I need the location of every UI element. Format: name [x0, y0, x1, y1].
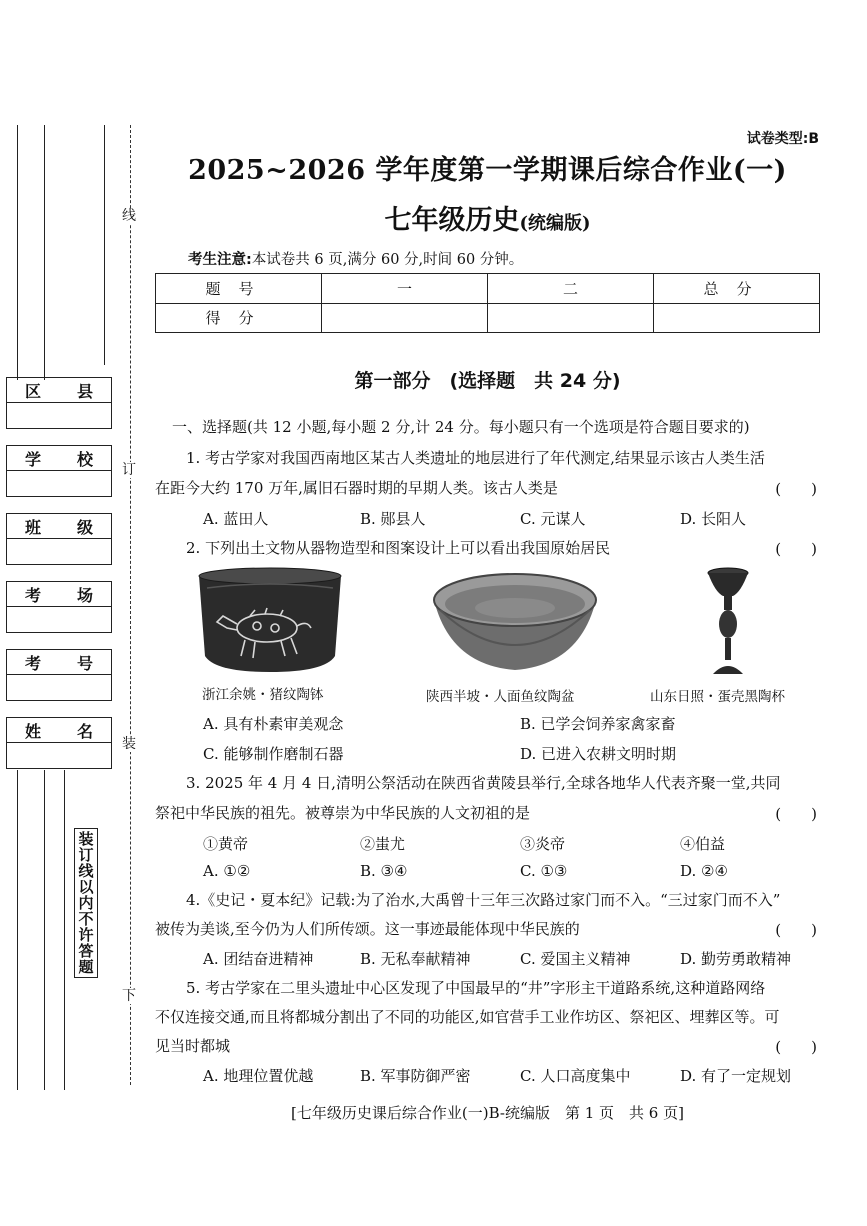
- binding-line: [44, 125, 45, 380]
- q3-option-b[interactable]: B. ③④: [360, 862, 408, 880]
- field-label: 区: [25, 381, 42, 401]
- q3-item-3: ③炎帝: [520, 835, 566, 853]
- q3-line1: 3. 2025 年 4 月 4 日,清明公祭活动在陕西省黄陵县举行,全球各地华人代表齐聚一堂,共同: [186, 774, 781, 792]
- notice-label: 考生注意:: [188, 252, 252, 268]
- score-cell: 二: [488, 274, 654, 304]
- binding-mark-ding: 订: [122, 462, 136, 478]
- score-cell: 总分: [654, 274, 820, 304]
- q5-option-c[interactable]: C. 人口高度集中: [520, 1067, 631, 1085]
- q2-option-a[interactable]: A. 具有朴素审美观念: [203, 715, 344, 733]
- q5-line2: 不仅连接交通,而且将都城分割出了不同的功能区,如官营手工业作坊区、祭祀区、埋葬区等。可: [155, 1008, 780, 1026]
- artifact-caption-3: 山东日照・蛋壳黑陶杯: [650, 689, 785, 705]
- q5-answer-blank[interactable]: ( ): [775, 1038, 817, 1056]
- exam-notice: [188, 248, 523, 269]
- cut-line: [130, 125, 131, 1085]
- field-label: 考: [25, 653, 42, 673]
- fish-face-basin-image: [430, 570, 600, 675]
- field-label: 县: [76, 381, 93, 401]
- section-intro: 一、选择题(共 12 小题,每小题 2 分,计 24 分。每小题只有一个选项是符合题目要求的): [172, 418, 750, 436]
- q4-line1: 4.《史记・夏本纪》记载:为了治水,大禹曾十三年三次路过家门而不入。“三过家门而不入”: [186, 891, 781, 909]
- q1-option-b[interactable]: B. 郧县人: [360, 510, 426, 528]
- page-subtitle: [155, 198, 820, 237]
- q4-answer-blank[interactable]: ( ): [775, 921, 817, 939]
- field-label: 班: [25, 517, 42, 537]
- q2-option-c[interactable]: C. 能够制作磨制石器: [203, 745, 344, 763]
- q2-option-b[interactable]: B. 已学会饲养家禽家畜: [520, 715, 676, 733]
- q2-option-d[interactable]: D. 已进入农耕文明时期: [520, 745, 677, 763]
- q3-option-a[interactable]: A. ①②: [203, 862, 251, 880]
- field-district[interactable]: [6, 377, 112, 429]
- q1-line2: 在距今大约 170 万年,属旧石器时期的早期人类。该古人类是: [155, 479, 558, 497]
- binding-line: [44, 770, 45, 1090]
- q4-option-c[interactable]: C. 爱国主义精神: [520, 950, 631, 968]
- score-input[interactable]: [488, 303, 654, 333]
- q1-option-d[interactable]: D. 长阳人: [680, 510, 747, 528]
- field-label: 姓: [25, 721, 42, 741]
- score-table: [155, 273, 820, 333]
- q5-line1: 5. 考古学家在二里头遗址中心区发现了中国最早的“井”字形主干道路系统,这种道路网络: [186, 979, 766, 997]
- score-header-row: [156, 274, 820, 304]
- binding-mark-zhuang: 装: [122, 736, 136, 752]
- q5-option-a[interactable]: A. 地理位置优越: [203, 1067, 314, 1085]
- score-cell: 得分: [156, 303, 322, 333]
- binding-mark-xian: 线: [122, 208, 136, 224]
- q2-line1: 2. 下列出土文物从器物造型和图案设计上可以看出我国原始居民: [186, 539, 611, 557]
- binding-note: 装订线以内不许答题: [74, 828, 98, 978]
- q1-option-a[interactable]: A. 蓝田人: [203, 510, 269, 528]
- notice-text: 本试卷共 6 页,满分 60 分,时间 60 分钟。: [251, 252, 524, 268]
- q3-line2: 祭祀中华民族的祖先。被尊崇为中华民族的人文初祖的是: [155, 804, 531, 822]
- binding-mark-xia: 下: [122, 988, 136, 1004]
- q3-item-2: ②蚩尤: [360, 835, 406, 853]
- paper-type: 试卷类型:B: [746, 131, 819, 147]
- field-label: 考: [25, 585, 42, 605]
- score-input[interactable]: [654, 303, 820, 333]
- q5-line3: 见当时都城: [155, 1037, 231, 1055]
- binding-strip: [0, 0, 148, 1226]
- score-cell: 题号: [156, 274, 322, 304]
- field-label: 名: [76, 721, 93, 741]
- field-exam-number[interactable]: [6, 649, 112, 701]
- q5-option-b[interactable]: B. 军事防御严密: [360, 1067, 471, 1085]
- subtitle-main: 七年级历史: [384, 205, 520, 236]
- eggshell-black-cup-image: [703, 566, 753, 678]
- q3-item-4: ④伯益: [680, 835, 726, 853]
- field-label: 号: [76, 653, 93, 673]
- q3-item-1: ①黄帝: [203, 835, 249, 853]
- q3-answer-blank[interactable]: ( ): [775, 805, 817, 823]
- binding-line: [17, 125, 18, 380]
- score-value-row: [156, 303, 820, 333]
- page-title: 2025~2026 学年度第一学期课后综合作业(一): [188, 155, 787, 186]
- field-school[interactable]: [6, 445, 112, 497]
- q2-answer-blank[interactable]: ( ): [775, 540, 817, 558]
- q4-line2: 被传为美谈,至今仍为人们所传颂。这一事迹最能体现中华民族的: [155, 920, 580, 938]
- q4-option-b[interactable]: B. 无私奉献精神: [360, 950, 471, 968]
- score-cell: 一: [322, 274, 488, 304]
- subtitle-edition: (统编版): [519, 213, 591, 234]
- part-title: 第一部分 (选择题 共 24 分): [354, 370, 621, 392]
- q1-option-c[interactable]: C. 元谋人: [520, 510, 586, 528]
- q5-option-d[interactable]: D. 有了一定规划: [680, 1067, 792, 1085]
- field-exam-room[interactable]: [6, 581, 112, 633]
- q3-option-d[interactable]: D. ②④: [680, 862, 728, 880]
- field-label: 场: [76, 585, 93, 605]
- page-footer: [七年级历史课后综合作业(一)B-统编版 第 1 页 共 6 页]: [291, 1104, 684, 1122]
- field-label: 校: [76, 449, 93, 469]
- field-name[interactable]: [6, 717, 112, 769]
- binding-line: [64, 770, 65, 1090]
- field-label: 级: [76, 517, 93, 537]
- score-input[interactable]: [322, 303, 488, 333]
- artifact-caption-1: 浙江余姚・猪纹陶钵: [202, 687, 324, 703]
- field-class[interactable]: [6, 513, 112, 565]
- binding-line: [17, 770, 18, 1090]
- field-label: 学: [25, 449, 42, 469]
- q4-option-a[interactable]: A. 团结奋进精神: [203, 950, 314, 968]
- artifact-caption-2: 陕西半坡・人面鱼纹陶盆: [426, 689, 575, 705]
- q4-option-d[interactable]: D. 勤劳勇敢精神: [680, 950, 792, 968]
- pig-pattern-bowl-image: [195, 566, 345, 676]
- q1-answer-blank[interactable]: ( ): [775, 480, 817, 498]
- q3-option-c[interactable]: C. ①③: [520, 862, 568, 880]
- binding-line: [104, 125, 105, 365]
- q1-line1: 1. 考古学家对我国西南地区某古人类遗址的地层进行了年代测定,结果显示该古人类生活: [186, 449, 765, 467]
